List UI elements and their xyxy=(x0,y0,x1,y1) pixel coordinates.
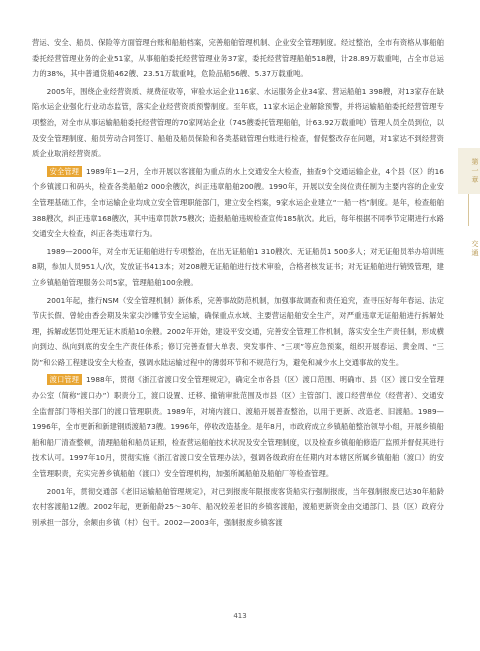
paragraph-7: 2001年，贯彻交通部《老旧运输船舶管理规定》，对已到报废年限报废客货船实行强制报废，当年强制报废已达30年船龄农村客渡船12艘。2002年起，更新船龄25～30年、船况较差老旧的乡镇客渡船，渡船更新资金由交通部门、县（区）政府分别承担一部分，余额由乡镇（村）包干。2002—2003年，强制报废乡镇客渡 xyxy=(32,486,444,527)
paragraph-2: 2005年，围绕企业经营资质、规费征收等，审验水运企业116家、水运服务企业34家、营运船舶1 398艘，对13家存在缺陷水运企业强化行业动态监管，落实企业经营资质预警制度。至年底，11家水运企业解除预警，并将运输船舶委托经营管理专项整治，对全市从事运输船舶委托经营管理的70家网站企业（745艘委托管理船舶，计63.92万载重吨）管理人员全员到位，以及安全管理制度、船员劳动合同签订、船舶及船员保险和各类基础管理台账进行检查，督促整改存在问题，对1家达不到经营资质企业取消经营资质。 xyxy=(32,86,444,159)
paragraph-safety: 安全管理 1989年1—2月，全市开展以客渡船为重点的水上交通安全大检查，抽查9个交通运输企业，4个县（区）的16个乡镇渡口和码头，检查各类船舶2 000余艘次，纠正违章船舶200艘。1990年，开展以安全岗位责任制为主要内容的企业安全管理基础工作，全市运输企业均成立安全管理职能部门，建立安全档案，9家水运企业建立“一船一档”制度。是年，检查船舶388艘次，纠正违章168艘次，其中违章罚款75艘次；造报船舶违规检查宣传185航次。此后，每年根据不同季节定期进行水路交通安全大检查，纠正各类违章行为。 xyxy=(32,166,444,239)
paragraph-5: 2001年起，推行NSM（安全管理机制）新体系，完善事故防范机制，加强事故调查和责任追究，查寻压好每年春运、法定节庆长假、曾轮由香会期及朱家尖沙雕节安全运输，确保重点水域、主要营运船舶安全生产，对严重违章无证船舶进行拆解处理，拆解或惩罚处理无证木质船10余艘。2002年开始，建设平安交通，完善安全管理工作机制，落实安全生产责任制，形成横向到边、纵向到底的安全生产责任体系；修订完善查督大单表、突发事件、“三项”等应急预案，组织开展春运、黄金周、“三防”和公路工程建设安全大检查，强调水陆运输过程中的薄弱环节和不规范行为，避免和减少水上交通事故的发生。 xyxy=(32,295,444,367)
paragraph-4: 1989—2000年，对全市无证船舶进行专项整治，在出无证船舶1 310艘次、无证船员1 500多人；对无证船员举办培训班8期，参加人员951人/次，发放证书413本；对208艘无证船舶进行技术审验，合格者核发证书；对无证船舶进行销毁管理，建立乡镇船舶管理服务公司5家，管理船舶100余艘。 xyxy=(32,246,444,287)
section-keyword-safety: 安全管理 xyxy=(47,166,82,177)
sidebar-divider xyxy=(468,194,469,226)
paragraph-1: 营运、安全、船员、保险等方面管理台账和船舶档案，完善船舶管理机制、企业安全管理制度。经过整治，全市有资格从事船舶委托经营管理业务的企业51家，从事船舶委托经营管理业务37家，委托经营管理船舶518艘，计28.89万载重吨，占全市总运力的38%，其中普通货船462艘、23.51万载重吨，危险品船56艘、5.37万载重吨。 xyxy=(32,38,444,79)
section-keyword-ferry: 渡口管理 xyxy=(47,374,82,385)
page-number: 413 xyxy=(233,612,247,620)
page-body xyxy=(32,35,444,532)
chapter-tab: 第一章 xyxy=(458,148,480,194)
paragraph-ferry: 渡口管理 1988年，贯彻《浙江省渡口安全管理规定》，确定全市各县（区）渡口范围、明确市、县（区）渡口安全管理办公室（简称“渡口办”）职责分工，渡口设置、迁移、撤销审批范围及市县（区）主管部门、渡口经营单位（经营者）、交通安全监督部门等相关部门的渡口管理职责。1989年，对境内渡口、渡船开展普查整治，以用于更新、改造老、旧渡船。1989—1996年，全市更新和新建钢质渡船73艘。1996年，停收改造基金。是年8月，市政府成立乡镇船舶整治领导小组，开展乡镇船舶和船厂清查整顿，清理船舶和船员证照，检查营运船舶技术状况及安全管理制度，以及检查乡镇船舶修造厂监照并督促其进行技术认可。1997年10月，贯彻实施《浙江省渡口安全管理办法》，强调各级政府在任期内对本辖区所属乡镇船舶（渡口）的安全管理职责，充实完善乡镇船舶（渡口）安全管理机构，加强所属船舶及船舶厂等检查管理。 xyxy=(32,375,444,479)
section-tab: 交通 xyxy=(471,240,479,258)
chapter-sidebar xyxy=(458,148,480,298)
